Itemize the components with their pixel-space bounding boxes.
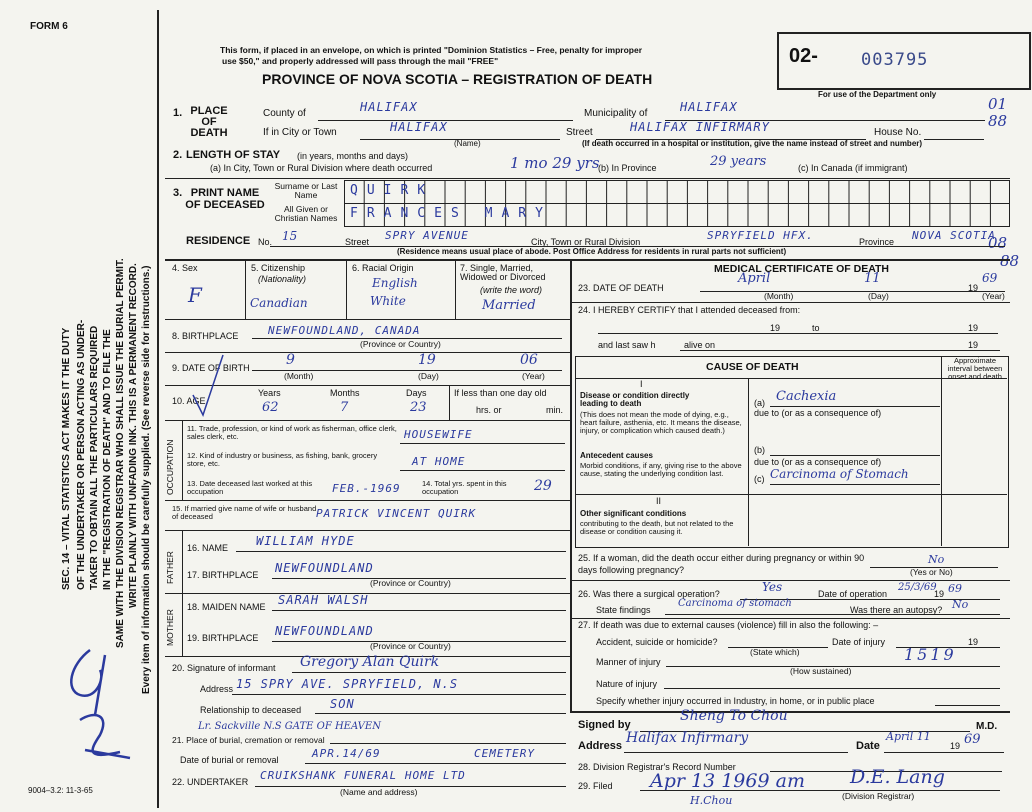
racial-label: 6. Racial Origin — [352, 263, 414, 273]
stay-c-label: (c) In Canada (if immigrant) — [798, 163, 908, 173]
street-value: HALIFAX INFIRMARY — [630, 120, 770, 134]
dod-day: 11 — [864, 271, 881, 286]
dob-day: 19 — [418, 352, 436, 368]
q26-year: 69 — [948, 582, 962, 595]
physician-address-label: Address — [578, 740, 623, 752]
place-num: 1. — [173, 107, 183, 119]
mother-birthplace-value: NEWFOUNDLAND — [275, 624, 374, 638]
informant-sig-label: 20. Signature of informant — [172, 663, 276, 673]
sex-value: F — [188, 283, 202, 307]
page-title: PROVINCE OF NOVA SCOTIA – REGISTRATION OF DEATH — [262, 71, 653, 87]
last-saw: and last saw h — [598, 340, 656, 350]
mother-birthplace-label: 19. BIRTHPLACE — [187, 633, 259, 643]
stay-caption: (in years, months and days) — [297, 151, 409, 161]
municipality-label: Municipality of — [584, 108, 648, 119]
side-line-6: WRITE PLAINLY WITH UNFADING INK. THIS IS A PERMANENT RECORD. — [128, 263, 139, 608]
dob-label: 9. DATE OF BIRTH — [172, 363, 250, 373]
surname-label: Surname or Last Name — [274, 181, 338, 200]
side-line-1: SEC. 14 – VITAL STATISTICS ACT MAKES IT THE DUTY — [61, 327, 72, 590]
roman-1: I — [640, 379, 643, 389]
other-label: Other significant conditions — [580, 509, 687, 518]
side-line-3: TAKER TO OBTAIN ALL THE PARTICULARS REQUIRED — [89, 325, 100, 590]
due-to-1: due to (or as a consequence of) — [754, 408, 882, 418]
hrs-label: hrs. or — [476, 405, 502, 415]
side-line-4: IN THE "REGISTRATION OF DEATH" AND TO FILE THE — [102, 329, 113, 590]
months-label: Months — [330, 388, 360, 398]
burial-date-value: APR.14/69 — [312, 747, 381, 760]
burial-date-label: Date of burial or removal — [180, 755, 279, 765]
state-which: (State which) — [750, 647, 800, 657]
res-province-value: NOVA SCOTIA — [912, 229, 996, 242]
reg-number: 003795 — [861, 50, 929, 70]
municipality-value: HALIFAX — [680, 100, 738, 114]
father-name-value: WILLIAM HYDE — [256, 534, 355, 548]
manner-value: 1519 — [904, 645, 957, 664]
burial-date-extra: CEMETERY — [474, 747, 535, 760]
dept-use-note: For use of the Department only — [818, 90, 937, 99]
registration-number-box — [777, 32, 1031, 90]
birthplace-value: NEWFOUNDLAND, CANADA — [268, 324, 421, 337]
mother-name-label: 18. MAIDEN NAME — [187, 602, 266, 612]
specify-label: Specify whether injury occurred in Industry, in home, or in public place — [596, 696, 875, 706]
res-city-label: City, Town or Rural Division — [531, 237, 641, 247]
autopsy-value: No — [952, 598, 969, 611]
burial-place-label: 21. Place of burial, cremation or removal — [172, 735, 325, 745]
cause-b-label: (b) — [754, 445, 765, 455]
total-label: 14. Total yrs. spent in this occupation — [422, 479, 507, 496]
res-no-value: 15 — [282, 229, 298, 243]
stay-label: LENGTH OF STAY — [186, 149, 281, 161]
day-caption: (Day) — [418, 371, 439, 381]
name-num: 3. — [173, 187, 183, 199]
name-label: PRINT NAME OF DECEASED — [185, 187, 265, 211]
lastworked-value: FEB.-1969 — [332, 482, 401, 495]
margin-code-3: 08 — [988, 234, 1008, 252]
citizenship-value: Canadian — [250, 296, 308, 310]
res-city-value: SPRYFIELD HFX. — [707, 229, 814, 242]
roman-2: II — [656, 496, 662, 506]
mother-caption: (Province or Country) — [370, 641, 451, 651]
check-mark — [188, 350, 228, 420]
min-label: min. — [546, 405, 564, 415]
stay-a-value: 1 mo 29 yrs — [510, 154, 600, 172]
birthplace-label: 8. BIRTHPLACE — [172, 331, 239, 341]
marital-caption: (write the word) — [480, 285, 543, 295]
header-notice-1: This form, if placed in an envelope, on which is printed "Dominion Statistics – Free, penalty for improper — [220, 45, 643, 55]
dod-month-caption: (Month) — [764, 291, 794, 301]
disease-label: Disease or condition directly leading to death — [580, 391, 690, 409]
year-caption: (Year) — [522, 371, 545, 381]
margin-handwritten-initials — [50, 640, 145, 770]
form-label: FORM 6 — [30, 21, 68, 32]
house-label: House No. — [874, 127, 922, 138]
birthplace-caption: (Province or Country) — [360, 339, 441, 349]
given-label: All Given or Christian Names — [274, 204, 338, 223]
name-caption: (Name) — [454, 139, 481, 148]
other-note: contributing to the death, but not related to the disease or condition causing it. — [580, 519, 734, 536]
cert-19b: 19 — [968, 323, 979, 333]
interval-label: Approximate interval between onset and death — [947, 356, 1003, 381]
res-street-value: SPRY AVENUE — [385, 229, 469, 242]
lastworked-label: 13. Date deceased last worked at this occupation — [187, 479, 313, 496]
days-label: Days — [406, 388, 427, 398]
dod-month: April — [738, 271, 771, 286]
registrar-caption: (Division Registrar) — [842, 791, 915, 801]
antecedent-note: Morbid conditions, if any, giving rise to the above cause, stating the underlying condition last. — [580, 461, 742, 478]
q25-value: No — [928, 553, 945, 566]
racial-value-1: English — [372, 276, 418, 290]
stay-a-label: (a) In City, Town or Rural Division where death occurred — [210, 163, 433, 173]
cause-c-label: (c) — [754, 474, 765, 484]
residence-note: (Residence means usual place of abode. Post Office Address for residents in rural parts not sufficient) — [397, 247, 787, 256]
informant-address-label: Address — [200, 684, 234, 694]
spouse-value: PATRICK VINCENT QUIRK — [316, 507, 477, 520]
father-birthplace-label: 17. BIRTHPLACE — [187, 570, 259, 580]
dod-day-caption: (Day) — [868, 291, 889, 301]
mother-name-value: SARAH WALSH — [278, 593, 369, 607]
trade-value: HOUSEWIFE — [404, 428, 473, 441]
age-years: 62 — [262, 400, 279, 415]
father-name-label: 16. NAME — [187, 543, 229, 553]
injury-19: 19 — [968, 637, 979, 647]
margin-divider — [157, 10, 159, 808]
citizenship-label: 5. Citizenship — [251, 263, 306, 273]
res-no-label: No. — [258, 237, 273, 247]
q26-label: 26. Was there a surgical operation? — [578, 589, 720, 599]
month-caption: (Month) — [284, 371, 314, 381]
q26-date-label: Date of operation — [818, 589, 888, 599]
stay-b-label: (b) In Province — [598, 163, 657, 173]
trade-label: 11. Trade, profession, or kind of work as fisherman, office clerk, sales clerk, etc. — [187, 424, 397, 441]
undertaker-label: 22. UNDERTAKER — [172, 777, 249, 787]
q25-caption: (Yes or No) — [910, 567, 953, 577]
autopsy-label: Was there an autopsy? — [850, 605, 943, 615]
antecedent-label: Antecedent causes — [580, 451, 653, 460]
side-line-2: OF THE UNDERTAKER OR PERSON ACTING AS UNDER- — [76, 319, 87, 590]
signed-value: Sheng To Chou — [680, 708, 788, 724]
findings-value: Carcinoma of stomach — [678, 598, 792, 609]
city-label: If in City or Town — [263, 127, 337, 138]
sign-year: 69 — [964, 732, 981, 747]
place-label: PLACE OF DEATH — [190, 105, 228, 139]
spouse-label: 15. If married give name of wife or husband of deceased — [172, 504, 317, 521]
father-side-label: FATHER — [165, 551, 175, 584]
q29-label: 29. Filed — [578, 781, 613, 791]
q27-label: 27. If death was due to external causes (violence) fill in also the following: – — [578, 620, 879, 630]
footer-code: 9004–3.2: 11-3-65 — [28, 786, 93, 795]
dob-year: 06 — [520, 352, 538, 368]
father-caption: (Province or Country) — [370, 578, 451, 588]
findings-label: State findings — [596, 605, 651, 615]
mother-side-label: MOTHER — [165, 609, 175, 646]
accident-label: Accident, suicide or homicide? — [596, 637, 718, 647]
cause-title: CAUSE OF DEATH — [706, 361, 799, 373]
alive-on: alive on — [684, 340, 716, 350]
nature-label: Nature of injury — [596, 679, 658, 689]
dod-year-prefix: 19 — [968, 283, 979, 293]
cause-c-value: Carcinoma of Stomach — [770, 467, 909, 481]
cert-19a: 19 — [770, 323, 781, 333]
q25-label: 25. If a woman, did the death occur either during pregnancy or within 90 days following pregnancy? — [578, 553, 865, 575]
burial-place-value: Lr. Sackville N.S GATE OF HEAVEN — [198, 721, 381, 732]
medical-title: MEDICAL CERTIFICATE OF DEATH — [714, 263, 889, 275]
citizenship-caption: (Nationality) — [258, 274, 307, 284]
street-label: Street — [566, 127, 593, 138]
margin-code-1: 01 — [988, 95, 1008, 113]
sign-year-prefix: 19 — [950, 741, 961, 751]
sign-date-value: April 11 — [886, 730, 931, 743]
filed-initials: H.Chou — [690, 794, 733, 807]
sex-label: 4. Sex — [172, 263, 198, 273]
margin-code-2: 88 — [988, 112, 1008, 130]
due-to-2: due to (or as a consequence of) — [754, 457, 882, 467]
dod-year: 69 — [982, 271, 998, 285]
q26-year-prefix: 19 — [934, 589, 945, 599]
side-line-7: Every item of information should be carefully supplied. (See reverse side for instructions.) — [141, 265, 152, 694]
header-notice-2: use $50," and properly addressed will pass through the mail "FREE" — [222, 56, 499, 66]
cause-a-value: Cachexia — [776, 389, 837, 404]
occupation-side-label: OCCUPATION — [165, 439, 175, 495]
surname-value: QUIRK — [350, 183, 435, 198]
given-value: FRANCES MARY — [350, 206, 552, 221]
certify-label: 24. I HEREBY CERTIFY that I attended deceased from: — [578, 305, 801, 315]
informant-address-value: 15 SPRY AVE. SPRYFIELD, N.S — [236, 677, 459, 691]
cert-to: to — [812, 323, 820, 333]
relationship-value: SON — [330, 697, 355, 711]
father-birthplace-value: NEWFOUNDLAND — [275, 561, 374, 575]
total-value: 29 — [534, 478, 552, 494]
q26-date-value: 25/3/69 — [898, 582, 937, 593]
disease-note: (This does not mean the mode of dying, e.g., heart failure, asthenia, etc. It means the disease, injury, or complication which caused death.) — [580, 410, 742, 435]
manner-label: Manner of injury — [596, 657, 661, 667]
lessday-label: If less than one day old — [454, 388, 547, 398]
marital-value: Married — [482, 298, 536, 313]
residence-label: RESIDENCE — [186, 235, 251, 247]
dod-year-caption: (Year) — [982, 291, 1005, 301]
stay-num: 2. — [173, 149, 183, 161]
undertaker-value: CRUIKSHANK FUNERAL HOME LTD — [260, 769, 466, 782]
age-months: 7 — [340, 400, 349, 415]
county-value: HALIFAX — [360, 100, 418, 114]
relationship-label: Relationship to deceased — [200, 705, 302, 715]
racial-value-2: White — [370, 294, 406, 308]
age-label: 10. AGE — [172, 396, 206, 406]
injury-date-label: Date of injury — [832, 637, 886, 647]
side-line-5: SAME WITH THE DIVISION REGISTRAR WHO SHALL ISSUE THE BURIAL PERMIT. — [115, 258, 126, 648]
res-province-label: Province — [859, 237, 895, 247]
q26-value: Yes — [762, 580, 783, 594]
dod-label: 23. DATE OF DEATH — [578, 283, 664, 293]
signed-label: Signed by — [578, 719, 631, 731]
city-value: HALIFAX — [390, 120, 448, 134]
hospital-note: (If death occurred in a hospital or institution, give the name instead of street and number) — [582, 139, 923, 148]
physician-address-value: Halifax Infirmary — [626, 730, 749, 746]
informant-signature: Gregory Alan Quirk — [300, 654, 440, 670]
industry-value: AT HOME — [412, 455, 466, 468]
res-street-label: Street — [345, 237, 370, 247]
filed-value: Apr 13 1969 am — [650, 770, 805, 792]
dob-month: 9 — [286, 352, 295, 368]
cause-a-label: (a) — [754, 398, 765, 408]
undertaker-caption: (Name and address) — [340, 787, 418, 797]
marital-label: 7. Single, Married, Widowed or Divorced — [460, 263, 546, 283]
sign-date-label: Date — [856, 740, 880, 752]
reg-prefix: 02- — [789, 45, 818, 67]
industry-label: 12. Kind of industry or business, as fishing, bank, grocery store, etc. — [187, 451, 378, 468]
margin-code-4: 88 — [1000, 252, 1020, 270]
how-sustained: (How sustained) — [790, 666, 852, 676]
county-label: County of — [263, 108, 306, 119]
years-label: Years — [258, 388, 281, 398]
age-days: 23 — [410, 400, 427, 415]
stay-b-value: 29 years — [710, 154, 767, 169]
registrar-signature: D.E. Lang — [850, 766, 945, 788]
q28-label: 28. Division Registrar's Record Number — [578, 762, 736, 772]
md-label: M.D. — [976, 721, 998, 732]
cert-19c: 19 — [968, 340, 979, 350]
